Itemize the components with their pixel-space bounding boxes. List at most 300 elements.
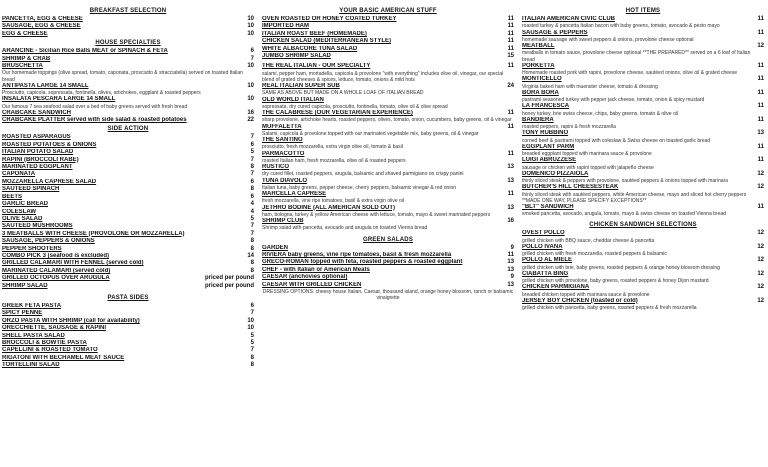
menu-column-left xyxy=(2,6,254,370)
menu-item-name: ANTIPASTA LARGE 14 SMALL xyxy=(2,82,89,89)
menu-item xyxy=(2,209,254,216)
menu-item-price: 8 xyxy=(250,362,254,369)
menu-item-name: DOMENICO PIZZAIOLA xyxy=(522,170,589,177)
menu-item-price: 10 xyxy=(247,82,254,89)
menu-item xyxy=(2,318,254,325)
menu-item-description: sausage or chicken with rapini topped with jalapeño cheese xyxy=(522,164,654,171)
menu-item-price: 6 xyxy=(250,48,254,55)
menu-item-name: INSALATA PESCARA LARGE 14 SMALL xyxy=(2,96,116,103)
menu-item-price: 12 xyxy=(757,243,764,250)
menu-item xyxy=(2,333,254,340)
menu-item-price: 11 xyxy=(507,63,514,70)
menu-item xyxy=(262,23,514,30)
menu-item-price: 12 xyxy=(757,297,764,304)
menu-item-price: 12 xyxy=(757,284,764,291)
menu-item-price: 11 xyxy=(507,30,514,37)
menu-item-name: SHELL PASTA SALAD xyxy=(2,332,65,339)
menu-item xyxy=(2,260,254,267)
menu-item xyxy=(522,171,764,178)
menu-item-price: 10 xyxy=(247,317,254,324)
menu-item-name: RAPINI (BROCCOLI RABE) xyxy=(2,156,79,163)
menu-item xyxy=(2,275,254,282)
menu-item-name: ORZO PASTA WITH SHRIMP (call for availability) xyxy=(2,317,140,324)
menu-item-name: BRUSCHETTA xyxy=(2,63,43,70)
menu-item-name: SHRIMP CLUB xyxy=(262,218,304,225)
menu-item-description: meatballs in tomato sauce, provolone cheese optional **THE PREPARED** served on a 6 loaf of Italian bread xyxy=(522,50,751,63)
menu-item-price: 11 xyxy=(507,110,514,117)
menu-item-description: breaded chicken topped with marinara sauce & provolone xyxy=(522,291,650,298)
menu-item xyxy=(2,63,254,70)
menu-item-name: OVEST POLLO xyxy=(522,230,565,237)
menu-item xyxy=(2,310,254,317)
menu-item-description: corned beef & pastrami topped with coleslaw & Swiss cheese on toasted garlic bread xyxy=(522,137,711,144)
menu-item-price: 11 xyxy=(757,89,764,96)
menu-item-description: grilled chicken with provolone, baby greens, roasted peppers & honey Dijon mustard xyxy=(522,278,709,285)
menu-item xyxy=(262,63,514,70)
menu-item-name: MEATBALL xyxy=(522,43,555,49)
menu-item xyxy=(262,205,514,212)
menu-item-price: 4 xyxy=(250,208,254,215)
menu-item xyxy=(2,325,254,332)
menu-item-name: SPICY PENNE xyxy=(2,310,43,317)
menu-item-price: 11 xyxy=(757,76,764,83)
menu-item-price: 11 xyxy=(507,123,514,130)
menu-item-price: 5 xyxy=(250,215,254,222)
menu-item xyxy=(2,355,254,362)
menu-item-name: SAUTEED SPINACH xyxy=(2,186,60,193)
menu-item-price: 5 xyxy=(250,149,254,156)
menu-item xyxy=(262,252,514,259)
menu-item-price: 12 xyxy=(757,170,764,177)
menu-item-price: 7 xyxy=(250,156,254,163)
menu-item-description: grilled chicken with BBQ sauce, cheddar cheese & pancetta xyxy=(522,237,655,244)
specialties-heading: HOUSE SPECIALTIES xyxy=(95,40,161,47)
menu-item xyxy=(2,134,254,141)
menu-item-price: 5 xyxy=(250,340,254,346)
menu-item-name: ROASTED POTATOES & ONIONS xyxy=(2,141,97,148)
menu-item xyxy=(522,76,764,83)
menu-item xyxy=(522,204,764,211)
menu-item-name: CAESAR (anchovies optional) xyxy=(262,274,348,281)
menu-item-price: 11 xyxy=(507,23,514,30)
menu-item xyxy=(262,218,514,225)
menu-item-price: 12 xyxy=(757,230,764,237)
menu-item-price: 11 xyxy=(757,143,764,150)
menu-item xyxy=(522,43,764,50)
menu-item-price: priced per pound xyxy=(204,282,254,289)
specialties-list xyxy=(2,48,254,124)
menu-item xyxy=(262,267,514,274)
menu-item-price: 7 xyxy=(250,223,254,230)
menu-item-description: roasted turkey & pancetta Italian bacon with baby greens, tomato, avocado & pesto mayo xyxy=(522,23,720,30)
menu-column-right xyxy=(522,6,764,311)
menu-item-price: 8 xyxy=(250,354,254,361)
menu-item-name: LUIGI ABRUZZESE xyxy=(522,157,577,164)
menu-item xyxy=(2,246,254,253)
menu-item-description: breaded eggplant topped with marinara sauce & provolone xyxy=(522,151,652,157)
menu-item-description: Prosciutto, capicola, sopressata, fontinella, olives, artichokes, eggplant & roasted peppers xyxy=(2,90,201,97)
hot-items-list xyxy=(522,16,764,217)
menu-item-name: RIVIERA baby greens, vine ripe tomatoes, basil & fresh mozzarella xyxy=(262,251,452,258)
dressing-options: DRESSING OPTIONS: cheesy house Italian, Caesar, thousand island, orange honey blossom, ranch or balsamic vinaigrette xyxy=(262,288,514,302)
breakfast-heading: BREAKFAST SELECTION xyxy=(89,8,167,14)
menu-item-price: 10 xyxy=(247,23,254,30)
menu-item-description: Homemade roasted pork with rapini, provolone cheese, sautéed onions, olive oil & grated cheese xyxy=(522,70,738,76)
menu-item-name: MONTICELLO xyxy=(522,76,562,83)
menu-item xyxy=(262,178,514,185)
menu-item xyxy=(2,194,254,201)
menu-item-price: 13 xyxy=(507,281,514,288)
italian-list xyxy=(262,63,514,231)
menu-item-name: EGGPLANT PARM xyxy=(522,143,575,150)
menu-item-name: LA FRANCESCA xyxy=(522,103,570,110)
menu-item-name: TONY RUBBINO xyxy=(522,130,569,137)
menu-item-name: ROASTED ASPARAGUS xyxy=(2,134,71,141)
menu-item xyxy=(522,103,764,110)
menu-item-name: CRABCAKE PLATTER served with side salad & roasted potatoes xyxy=(2,117,187,124)
menu-item-name: GARDEN xyxy=(262,244,289,251)
menu-item-price: 12 xyxy=(757,270,764,277)
menu-item-price: 10 xyxy=(247,325,254,332)
menu-item-name: PORKETTA xyxy=(522,62,555,69)
menu-item xyxy=(262,151,514,158)
menu-item-name: RUSTICO xyxy=(262,164,289,171)
menu-item-price: 12 xyxy=(757,43,764,49)
menu-item-description: Our homemade toppings (olive spread, tomato, caponata, prosciutto & stracciatella) served on toasted Italian bread xyxy=(2,70,243,83)
menu-item-name: SHRIMP & CRAB xyxy=(2,55,51,62)
menu-item-price xyxy=(480,137,514,144)
menu-item-name: COLESLAW xyxy=(2,208,36,215)
green-salads-heading: GREEN SALADS xyxy=(362,236,414,243)
menu-item-name: OVEN ROASTED OR HONEY COATED TURKEY xyxy=(262,16,397,22)
menu-item-price: 6 xyxy=(250,178,254,185)
menu-item xyxy=(2,48,254,55)
pasta-list xyxy=(2,303,254,370)
menu-item-price: 11 xyxy=(757,62,764,69)
menu-item xyxy=(2,179,254,186)
menu-item-price: 11 xyxy=(757,157,764,164)
menu-item-name: OLIVE SALAD xyxy=(2,215,43,222)
menu-item xyxy=(262,46,514,53)
menu-item-name: TORTELLINI SALAD xyxy=(2,362,60,369)
menu-item-price: 12 xyxy=(757,257,764,264)
menu-item-name: BROCCOLI & BOWTIE PASTA xyxy=(2,340,87,346)
menu-item-price: 9 xyxy=(510,274,514,281)
menu-item-description: thinly sliced steak with sautéed peppers, white American cheese, mayo and sliced hot cherry peppers **MADE ONE WAY, PLEASE SPECIFY EXCEPTIONS** xyxy=(522,191,747,204)
menu-item-name: CIABATTA BING xyxy=(522,270,569,277)
menu-item-price: 8 xyxy=(250,238,254,245)
menu-item-name: JUMBO SHRIMP SALAD xyxy=(262,53,331,60)
menu-item-description: thinly sliced steak & peppers with provolone, sautéed peppers & onions topped with marinara xyxy=(522,178,728,184)
menu-item xyxy=(2,303,254,310)
chicken-heading: CHICKEN SANDWICH SELECTIONS xyxy=(589,222,697,229)
menu-item-name: GARLIC BREAD xyxy=(2,201,48,208)
menu-item-price: 7 xyxy=(250,171,254,178)
menu-item xyxy=(262,164,514,171)
green-salads-list xyxy=(262,245,514,289)
menu-item-price: 11 xyxy=(507,191,514,198)
menu-item-name: MUFFALETTA xyxy=(262,123,302,130)
menu-item-name: ITALIAN ROAST BEEF (HOMEMADE) xyxy=(262,30,367,37)
menu-item xyxy=(2,117,254,124)
menu-item xyxy=(2,171,254,178)
menu-item xyxy=(2,238,254,245)
menu-item-name: BUTCHER'S HILL CHEESESTEAK xyxy=(522,184,619,191)
menu-item-name: CRABCAKE SANDWICH xyxy=(2,109,71,116)
menu-item xyxy=(2,362,254,369)
menu-item-price: 10 xyxy=(247,96,254,103)
menu-item-name: IMPORTED HAM xyxy=(262,23,309,30)
menu-item xyxy=(262,245,514,252)
menu-item xyxy=(522,184,764,191)
menu-item-price: 24 xyxy=(507,83,514,90)
menu-item-name: COMBO PICK 3 (seafood is excluded) xyxy=(2,252,110,259)
menu-item-price xyxy=(480,97,514,104)
menu-item xyxy=(262,53,514,60)
menu-item-description: roasted Italian ham, fresh mozzarella, olive oil & roasted peppers xyxy=(262,157,406,164)
menu-item-price: 8 xyxy=(250,186,254,193)
menu-item xyxy=(2,164,254,171)
menu-item-price: 7 xyxy=(250,310,254,317)
menu-item-price: 11 xyxy=(757,203,764,210)
menu-item-name: PEPPER SHOOTERS xyxy=(2,245,62,252)
menu-item-name: MARCELLA CAPRESE xyxy=(262,191,327,198)
menu-item-name: CAPONATA xyxy=(2,171,36,178)
menu-item-name: "BLT" SANDWICH xyxy=(522,203,574,210)
menu-item xyxy=(2,142,254,149)
menu-item xyxy=(522,230,764,237)
menu-item-description: Italian tuna, baby greens, pepper cheese, cherry peppers, balsamic vinegar & red onion xyxy=(262,184,457,191)
menu-item-name: GREEK FETA PASTA xyxy=(2,302,62,309)
menu-item-name: GRILLED CALAMARI WITH FENNEL (served cold) xyxy=(2,260,144,267)
menu-item-description: fresh mozzarella, vine ripe tomatoes, basil & extra virgin olive oil xyxy=(262,198,405,205)
menu-item xyxy=(522,90,764,97)
menu-item xyxy=(522,16,764,23)
menu-item xyxy=(262,259,514,266)
menu-item xyxy=(522,130,764,137)
menu-item-price: 13 xyxy=(507,164,514,171)
menu-item-price: 8 xyxy=(250,260,254,267)
menu-item-name: SAUSAGE, PEPPERS & ONIONS xyxy=(2,238,95,245)
hot-items-heading: HOT ITEMS xyxy=(625,8,661,14)
menu-item-name: POLLO AL MIELE xyxy=(522,257,573,264)
menu-item-price: 13 xyxy=(757,130,764,137)
menu-item xyxy=(262,124,514,131)
menu-item xyxy=(262,16,514,23)
menu-item-price: 10 xyxy=(247,16,254,22)
menu-item-name: SAUTEED MUSHROOMS xyxy=(2,223,73,230)
menu-item-price: 7 xyxy=(250,134,254,141)
menu-item xyxy=(522,157,764,164)
menu-item-name: EGG & CHEESE xyxy=(2,30,48,37)
menu-item-price: 15 xyxy=(507,53,514,60)
menu-item xyxy=(262,191,514,198)
menu-item-name: SHRIMP SALAD xyxy=(2,282,48,289)
menu-item-name: POLLO IVANA xyxy=(522,243,563,250)
menu-item xyxy=(2,223,254,230)
menu-item-description: pastrami seasoned turkey with pepper jack cheese, tomato, onion & spicy mustard xyxy=(522,97,705,103)
menu-item-name: CAPELLINI & ROASTED TOMATO xyxy=(2,347,98,354)
menu-item-price: 8 xyxy=(250,245,254,252)
menu-item-price: 6 xyxy=(250,193,254,200)
menu-item-price: 11 xyxy=(757,16,764,22)
menu-item-description: sharp provolone, artichoke hearts, roasted peppers, olives, tomato, onion, cucumbers, baby greens, oil & vinegar xyxy=(262,117,512,124)
menu-item-price: 10 xyxy=(247,63,254,70)
menu-item xyxy=(2,31,254,38)
menu-item xyxy=(522,284,764,291)
menu-item-description: ham, bologna, turkey & yellow American cheese with lettuce, tomato, mayo & sweet marinated peppers xyxy=(262,211,491,218)
menu-item-price: 9 xyxy=(510,244,514,251)
menu-item-price: 11 xyxy=(507,251,514,258)
menu-item-description: dry cured fillet, roasted peppers, arugula, balsamic and shaved parmigiano on crispy panini xyxy=(262,171,464,178)
menu-item-name: MARINATED CALAMARI (served cold) xyxy=(2,267,111,274)
menu-item-name: CHICKEN SALAD (MEDITERRANEAN STYLE) xyxy=(262,38,391,45)
menu-item xyxy=(2,157,254,164)
menu-item-price: 7 xyxy=(250,55,254,62)
menu-item xyxy=(2,231,254,238)
menu-item-price: 11 xyxy=(507,16,514,22)
menu-item-description: honey turkey, brie swiss cheese, chips, baby greens, tomato & olive oil xyxy=(522,110,679,117)
menu-item-description: roasted peppers, rapini & fresh mozzarella xyxy=(522,124,616,130)
menu-item xyxy=(2,347,254,354)
menu-item-name: THE REAL ITALIAN - OUR SPECIALTY xyxy=(262,63,371,70)
menu-item-name: OLD WORLD ITALIAN xyxy=(262,96,324,103)
menu-item xyxy=(2,23,254,30)
menu-item xyxy=(262,97,514,104)
menu-item-name: GRECO-ROMAN topped with feta, roasted peppers & roasted eggplant xyxy=(262,259,463,266)
menu-item-price: 7 xyxy=(250,347,254,354)
menu-item xyxy=(262,137,514,144)
menu-item xyxy=(522,271,764,278)
menu-item xyxy=(522,257,764,264)
menu-item xyxy=(262,274,514,281)
menu-item-price: 6 xyxy=(250,302,254,309)
sides-list xyxy=(2,134,254,290)
menu-item-description: smoked pancetta, avocado, arugula, tomato, mayo & swiss cheese on toasted Vienna bread xyxy=(522,211,726,218)
pasta-heading: PASTA SIDES xyxy=(107,294,149,301)
menu-item-name: RIGATONI WITH BECHAMEL MEAT SAUCE xyxy=(2,354,125,361)
menu-item-name: MARINATED EGGPLANT xyxy=(2,164,73,171)
menu-item-name: THE CALABRESE (OUR VEGETARIAN EXPERIENCE) xyxy=(262,110,413,117)
menu-item-price: 11 xyxy=(757,29,764,36)
menu-item xyxy=(522,298,764,305)
menu-item-name: THE SANTINO xyxy=(262,137,303,144)
menu-item xyxy=(2,186,254,193)
menu-item xyxy=(522,30,764,37)
menu-item-price: 8 xyxy=(250,164,254,171)
chicken-list xyxy=(522,230,764,311)
menu-item-name: REAL ITALIAN SUPER SUB xyxy=(262,83,340,90)
menu-item-name: PARMACOTTO xyxy=(262,150,305,157)
menu-item-description: prosciutto, fresh mozzarella, extra virgin olive oil, tomato & basil xyxy=(262,144,403,151)
menu-item-price: 13 xyxy=(507,259,514,266)
menu-item-price: 7 xyxy=(250,230,254,237)
menu-item-name: GRILLED OCTOPUS OVER ARUGULA xyxy=(2,275,110,282)
menu-item xyxy=(262,282,514,289)
menu-item xyxy=(2,268,254,275)
menu-item-price: 13 xyxy=(507,204,514,211)
menu-item-description: SAME AS ABOVE BUT MADE ON A WHOLE LOAF OF ITALIAN BREAD xyxy=(262,90,424,97)
menu-item-name: BEETS xyxy=(2,193,23,200)
menu-item-price: 5 xyxy=(250,332,254,339)
american-heading: YOUR BASIC AMERICAN STUFF xyxy=(339,8,437,14)
menu-item-description: homemade sausage with sweet peppers & onions, provolone cheese optional xyxy=(522,36,694,43)
menu-item xyxy=(522,244,764,251)
menu-item-price: 8 xyxy=(250,267,254,274)
menu-item-description: sopressata, dry cured capicola, prosciutto, fontinella, tomato, olive oil & olive spread xyxy=(262,103,448,110)
menu-item-name: ITALIAN AMERICAN CIVIC CLUB xyxy=(522,16,615,22)
menu-item-name: SAUSAGE, EGG & CHEESE xyxy=(2,23,81,30)
menu-item xyxy=(2,253,254,260)
menu-item-price: 10 xyxy=(247,30,254,37)
menu-column-middle xyxy=(262,6,514,301)
menu-item-description: Our famous 7 sea seafood salad over a bed of baby greens served with fresh bread xyxy=(2,103,188,110)
menu-item xyxy=(2,216,254,223)
menu-item-price: priced per pound xyxy=(204,275,254,282)
menu-item-name: BANDIERA xyxy=(522,116,554,123)
menu-item xyxy=(522,144,764,151)
menu-item-description: Salami, capicola & provolone topped with our marinated vegetable mix, baby greens, oil & vinegar xyxy=(262,130,479,137)
menu-item-name: MOZZARELLA CAPRESE SALAD xyxy=(2,178,97,185)
menu-item xyxy=(262,31,514,38)
menu-item-price: 13 xyxy=(507,177,514,184)
menu-item-name: JETHRO BODINE (ALL AMERICAN SOLD OUT) xyxy=(262,204,395,211)
menu-item xyxy=(2,340,254,347)
menu-item-description: grilled chicken with brie, baby greens, roasted peppers & orange honey blossom dressing xyxy=(522,264,720,271)
menu-item xyxy=(2,96,254,103)
menu-item-description: grilled chicken with fresh mozzarella, roasted peppers & balsamic xyxy=(522,251,667,258)
menu-item-name: BORA BORA xyxy=(522,89,559,96)
menu-item-price: 11 xyxy=(757,116,764,123)
menu-item-name: JERSEY BOY CHICKEN (toasted or cold) xyxy=(522,297,638,304)
menu-item-description: grilled chicken with pancetta, baby greens, roasted peppers & fresh mozzarella xyxy=(522,305,697,312)
menu-item-name: PANCETTA, EGG & CHEESE xyxy=(2,16,83,22)
menu-item-name: ORECCHIETTE, SAUSAGE & RAPINI xyxy=(2,325,107,332)
menu-item-price: 11 xyxy=(757,103,764,110)
menu-item-price: 6 xyxy=(250,141,254,148)
menu-item xyxy=(2,110,254,117)
menu-item-name: SAUSAGE & PEPPERS xyxy=(522,29,588,36)
menu-item xyxy=(522,117,764,124)
menu-item xyxy=(262,83,514,90)
menu-item xyxy=(522,63,764,70)
menu-item-price: 16 xyxy=(247,109,254,116)
menu-item-price: 22 xyxy=(247,117,254,124)
menu-item-description: Shrimp salad with pancetta, avocado and arugula on toasted Vienna bread xyxy=(262,225,428,232)
menu-item-price: 11 xyxy=(507,38,514,45)
menu-item-name: CAESAR WITH GRILLED CHICKEN xyxy=(262,281,362,288)
menu-item-price: 14 xyxy=(247,252,254,259)
menu-item-name: TUNA DIAVOLO xyxy=(262,177,307,184)
menu-item-name: ITALIAN POTATO SALAD xyxy=(2,149,74,156)
menu-item-name: WHITE ALBACORE TUNA SALAD xyxy=(262,45,358,52)
menu-item xyxy=(262,110,514,117)
menu-item xyxy=(262,38,514,45)
menu-item-name: CHICKEN PARMIGIANA xyxy=(522,284,590,291)
menu-item-price: 13 xyxy=(507,266,514,273)
menu-item-price: 11 xyxy=(507,45,514,52)
menu-item-price: 12 xyxy=(757,184,764,191)
menu-item-price: 4 xyxy=(250,201,254,208)
menu-item-description: salami, pepper ham, mortadella, capicola & provolone "with everything" includes olive oil, vinegar, our special blend of grated cheeses & spices, lettuce, tomato, onions & mild hots xyxy=(262,70,504,83)
menu-item-price: 11 xyxy=(507,150,514,157)
breakfast-list xyxy=(2,16,254,38)
menu-item-name: ARANCINE - Sicilian Rice Balls MEAT or SPINACH & FETA xyxy=(2,48,168,55)
american-list xyxy=(262,16,514,60)
sides-heading: SIDE ACTION xyxy=(107,126,149,133)
menu-item xyxy=(2,149,254,156)
menu-item-name: CHEF - with Italian or American Meats xyxy=(262,266,370,273)
